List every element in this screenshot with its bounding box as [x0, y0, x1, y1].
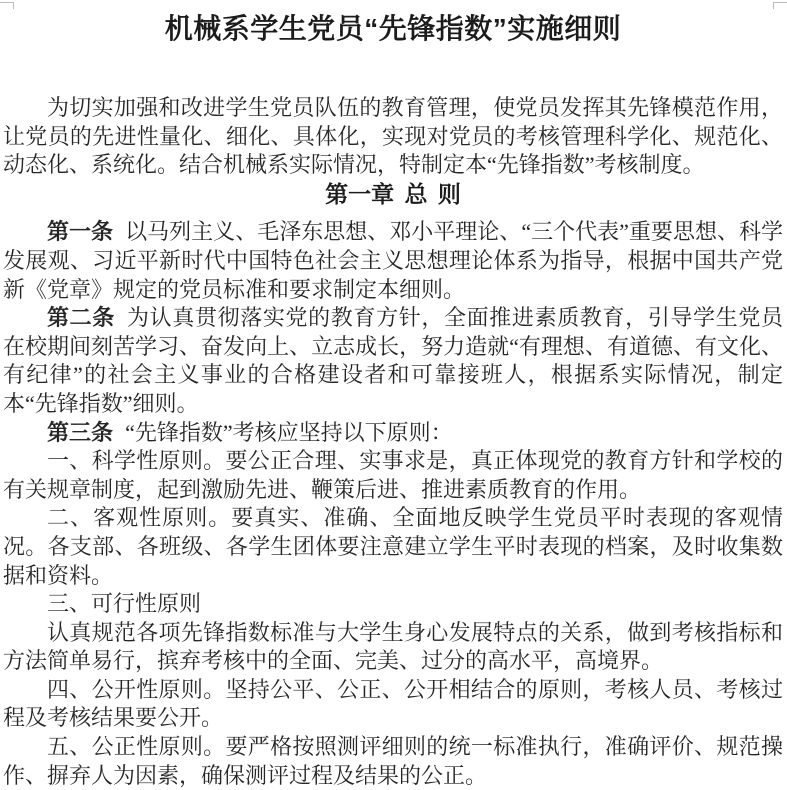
paragraph-principle-3 [3, 590, 783, 619]
article-number-label: 第三条 [47, 419, 114, 445]
paragraph-article-1 [3, 218, 783, 304]
paragraph-intro [3, 94, 783, 180]
paragraph-text: 五、公正性原则。要严格按照测评细则的统一标准执行，准确评价、规范操作、摒弃人为因素，确保测评过程及结果的公正。 [3, 734, 783, 788]
paragraph-principle-1 [3, 447, 783, 504]
page-corner-mark-right [773, 2, 787, 9]
document-title: 机械系学生党员“先锋指数”实施细则 [164, 13, 622, 44]
paragraph-article-3 [3, 419, 783, 448]
paragraph-text: 为切实加强和改进学生党员队伍的教育管理，使党员发挥其先锋模范作用，让党员的先进性量化、细化、具体化，实现对党员的考核管理科学化、规范化、动态化、系统化。结合机械系实际情况，特制定本“先锋指数”考核制度。 [3, 95, 783, 178]
paragraph-principle-3-body [3, 619, 783, 676]
document-body [3, 94, 783, 790]
paragraph-text: 一、科学性原则。要公正合理、实事求是，真正体现党的教育方针和学校的有关规章制度，起到激励先进、鞭策后进、推进素质教育的作用。 [3, 448, 783, 502]
paragraph-text: 为认真贯彻落实党的教育方针，全面推进素质教育，引导学生党员在校期间刻苦学习、奋发向上、立志成长，努力造就“有理想、有道德、有文化、有纪律”的社会主义事业的合格建设者和可靠接班人，根据系实际情况，制定本“先锋指数”细则。 [3, 305, 783, 416]
article-number-label: 第一条 [47, 219, 114, 245]
paragraph-text: 三、可行性原则 [47, 591, 202, 617]
paragraph-principle-4 [3, 676, 783, 733]
paragraph-text: 以马列主义、毛泽东思想、邓小平理论、“三个代表”重要思想、科学发展观、习近平新时代中国特色社会主义思想理论体系为指导，根据中国共产党新《党章》规定的党员标准和要求制定本细则。 [3, 219, 783, 302]
chapter-heading: 第一章 总 则 [325, 180, 461, 207]
paragraph-article-2 [3, 304, 783, 418]
paragraph-text: “先锋指数”考核应坚持以下原则： [125, 419, 453, 445]
paragraph-text: 二、客观性原则。要真实、准确、全面地反映学生党员平时表现的客观情况。各支部、各班级、各学生团体要注意建立学生平时表现的档案，及时收集数据和资料。 [3, 505, 783, 588]
paragraph-principle-5 [3, 733, 783, 790]
paragraph-text: 四、公开性原则。坚持公平、公正、公开相结合的原则，考核人员、考核过程及考核结果要公开。 [3, 676, 783, 731]
paragraph-principle-2 [3, 504, 783, 590]
page-corner-mark-left [0, 2, 14, 9]
paragraph-text: 认真规范各项先锋指数标准与大学生身心发展特点的关系，做到考核指标和方法简单易行，摈弃考核中的全面、完美、过分的高水平，高境界。 [3, 619, 783, 674]
article-number-label: 第二条 [47, 305, 115, 331]
